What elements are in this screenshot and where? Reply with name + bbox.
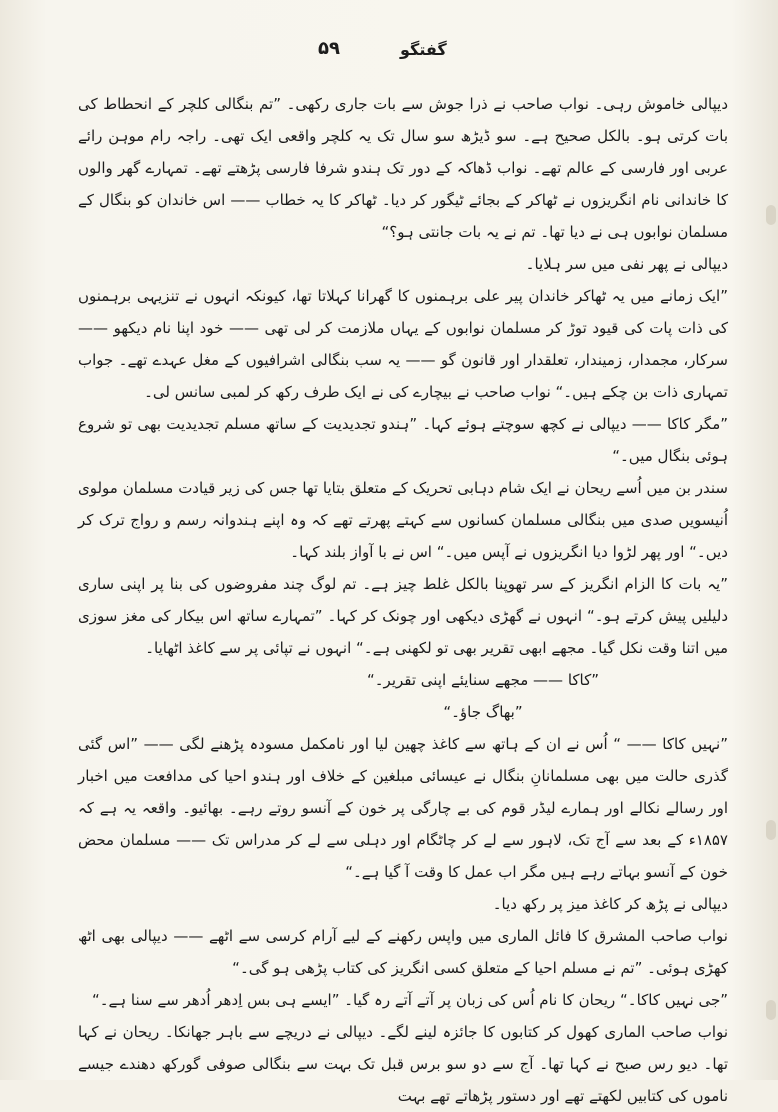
body-text bbox=[78, 88, 728, 1105]
paragraph: ”نہیں کاکا —— “ اُس نے ان کے ہاتھ سے کاغذ چھین لیا اور نامکمل مسودہ پڑھنے لگی —— ”اس گئی گذری حالت میں بھی مسلمانانِ بنگال نے عیسائی مبلغین کے خلاف اور ہندو احیا کی مدافعت میں اخبار اور رسالے نکالے اور ہمارے لیڈر قوم کی بے چارگی پر خون کے آنسو روتے رہے۔ بھائیو۔ واقعہ یہ ہے کہ ۱۸۵۷ء کے بعد سے آج تک، لاہور سے لے کر چاٹگام اور دہلی سے لے کر مدراس تک —— مسلمان محض خون کے آنسو بہاتے رہے ہیں مگر اب عمل کا وقت آ گیا ہے۔“ bbox=[78, 735, 728, 881]
paragraph: دیپالی خاموش رہی۔ نواب صاحب نے ذرا جوش سے بات جاری رکھی۔ ”تم بنگالی کلچر کے انحطاط کی بات کرتی ہو۔ بالکل صحیح ہے۔ سو ڈیڑھ سو سال تک یہ کلچر واقعی ایک تھی۔ راجہ رام موہن رائے عربی اور فارسی کے عالم تھے۔ نواب ڈھاکہ کے دور تک ہندو شرفا فارسی پڑھتے تھے۔ تمہارے گھر والوں کا خاندانی نام انگریزوں نے ٹھاکر کے بجائے ٹیگور کر دیا۔ ٹھاکر کا یہ خطاب —— اس خاندان کو بنگال کے مسلمان نوابوں ہی نے دیا تھا۔ تم نے یہ بات جانتی ہو؟“ bbox=[78, 95, 728, 241]
paragraph: ”جی نہیں کاکا۔“ ریحان کا نام اُس کی زبان پر آتے آتے رہ گیا۔ ”ایسے ہی بس اِدھر اُدھر سے سنا ہے۔“ bbox=[92, 991, 728, 1009]
page-edge-mark bbox=[766, 820, 776, 840]
paragraph: دیپالی نے پھر نفی میں سر ہلایا۔ bbox=[525, 255, 728, 273]
page-edge-mark bbox=[766, 1000, 776, 1020]
paragraph: ”ایک زمانے میں یہ ٹھاکر خاندان پیر علی برہمنوں کا گھرانا کہلاتا تھا، کیونکہ انہوں نے تنزیہی برہمنوں کی ذات پات کی قیود توڑ کر مسلمان نوابوں کے یہاں ملازمت کر لی تھی —— خود اپنا نام دیکھو —— سرکار، مجمدار، زمیندار، تعلقدار اور قانون گو —— یہ سب بنگالی اشرافیوں کے مغل عہدے تھے۔ جواب تمہاری ذات بن چکے ہیں۔“ نواب صاحب نے بیچارے کی نے ایک طرف رکھ کر لمبی سانس لی۔ bbox=[78, 287, 728, 401]
paragraph: ”بھاگ جاؤ۔“ bbox=[443, 703, 523, 721]
page-edge-mark bbox=[766, 205, 776, 225]
paragraph: سندر بن میں اُسے ریحان نے ایک شام دہابی تحریک کے متعلق بتایا تھا جس کی زیر قیادت مسلمان مولوی اُنیسویں صدی میں بنگالی مسلمان کسانوں سے کہتے پھرتے تھے کہ وہ اپنے ہندوانہ رسم و رواج ترک کر دیں۔“ اور پھر لڑوا دیا انگریزوں نے آپس میں۔“ اس نے با آواز بلند کہا۔ bbox=[78, 479, 728, 561]
page-header bbox=[0, 38, 778, 68]
paragraph: نواب صاحب الماری کھول کر کتابوں کا جائزہ لینے لگے۔ دیپالی نے دریچے سے باہر جھانکا۔ ریحان نے کہا تھا۔ دیو رس صبح نے کہا تھا۔ آج سے دو سو برس قبل تک بہت سے بنگالی صوفی گورکھ دھندے جیسے ناموں کی کتابیں لکھتے تھے اور دستور پڑھاتے تھے بہت bbox=[78, 1023, 728, 1105]
paragraph: ”کاکا —— مجھے سنایئے اپنی تقریر۔“ bbox=[366, 671, 600, 689]
running-title: گفتگو bbox=[400, 40, 447, 59]
paragraph: دیپالی نے پڑھ کر کاغذ میز پر رکھ دیا۔ bbox=[492, 895, 728, 913]
paragraph: نواب صاحب المشرق کا فائل الماری میں واپس رکھنے کے لیے آرام کرسی سے اٹھے —— دیپالی بھی اٹھ کھڑی ہوئی۔ ”تم نے مسلم احیا کے متعلق کسی انگریز کی کتاب پڑھی ہو گی۔“ bbox=[78, 927, 728, 977]
paragraph: ”یہ بات کا الزام انگریز کے سر تھوپنا بالکل غلط چیز ہے۔ تم لوگ چند مفروضوں کی بنا پر اپنی ساری دلیلیں پیش کرتے ہو۔“ انہوں نے گھڑی دیکھی اور چونک کر کہا۔ ”تمہارے ساتھ اس بیکار کی مغز سوزی میں اتنا وقت نکل گیا۔ مجھے ابھی تقریر بھی تو لکھنی ہے۔“ انہوں نے تپائی پر سے کاغذ اٹھایا۔ bbox=[78, 575, 728, 657]
page-number: ۵۹ bbox=[318, 38, 340, 59]
paragraph: ”مگر کاکا —— دیپالی نے کچھ سوچتے ہوئے کہا۔ ”ہندو تجدیدیت کے ساتھ مسلم تجدیدیت بھی تو شروع ہوئی بنگال میں۔“ bbox=[78, 415, 728, 465]
